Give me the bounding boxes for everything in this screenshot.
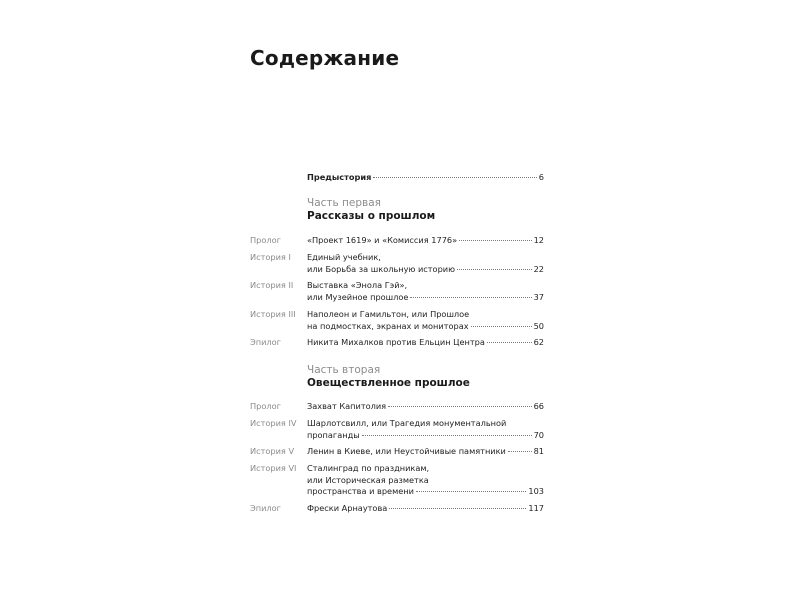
entry-label: Эпилог bbox=[250, 337, 281, 347]
entry-text: Предыстория bbox=[307, 172, 372, 182]
entry-label: Пролог bbox=[250, 401, 281, 411]
part-label: Часть первая bbox=[307, 197, 381, 209]
dot-leader bbox=[471, 326, 532, 327]
entry-page: 117 bbox=[528, 503, 544, 513]
entry-text: пропаганды bbox=[307, 429, 360, 440]
entry-text: Никита Михалков против Ельцин Центра bbox=[307, 337, 485, 347]
entry-text: Ленин в Киеве, или Неустойчивые памятники bbox=[307, 446, 506, 456]
entry-text: пространства и времени bbox=[307, 486, 414, 496]
dot-leader bbox=[508, 451, 532, 452]
entry-label: История I bbox=[250, 252, 291, 262]
part-title: Овеществленное прошлое bbox=[307, 377, 470, 389]
entry-text-line: Шарлотсвилл, или Трагедия монументальной bbox=[307, 418, 507, 428]
entry-label: История III bbox=[250, 309, 296, 319]
entry-text-line: Выставка «Энола Гэй», bbox=[307, 280, 408, 290]
dot-leader bbox=[457, 269, 532, 270]
dot-leader bbox=[416, 491, 526, 492]
entry-text: или Музейное прошлое bbox=[307, 291, 409, 302]
entry-page: 70 bbox=[533, 429, 544, 440]
entry-page: 22 bbox=[533, 263, 544, 274]
entry-text: Захват Капитолия bbox=[307, 401, 387, 411]
dot-leader bbox=[487, 342, 532, 343]
entry-text-line: Сталинград по праздникам, bbox=[307, 463, 430, 473]
entry-text: на подмостках, экранах и мониторах bbox=[307, 320, 469, 331]
dot-leader bbox=[388, 406, 531, 407]
entry-page: 50 bbox=[533, 320, 544, 331]
entry-label: Эпилог bbox=[250, 503, 281, 513]
part-title: Рассказы о прошлом bbox=[307, 210, 436, 222]
entry-page: 103 bbox=[528, 486, 544, 496]
dot-leader bbox=[410, 297, 531, 298]
entry-text-line: Единый учебник, bbox=[307, 252, 381, 262]
entry-text: Фрески Арнаутова bbox=[307, 503, 388, 513]
entry-label: История V bbox=[250, 446, 295, 456]
entry-label: История II bbox=[250, 280, 294, 290]
entry-page: 37 bbox=[533, 291, 544, 302]
entry-text-line: или Историческая разметка bbox=[307, 474, 429, 485]
entry-label: История VI bbox=[250, 463, 297, 473]
dot-leader bbox=[373, 177, 536, 178]
entry-text: или Борьба за школьную историю bbox=[307, 263, 455, 274]
entry-text: «Проект 1619» и «Комиссия 1776» bbox=[307, 235, 458, 245]
entry-page: 81 bbox=[533, 446, 544, 456]
entry-text-line: Наполеон и Гамильтон, или Прошлое bbox=[307, 309, 470, 319]
entry-page: 6 bbox=[538, 172, 544, 182]
part-label: Часть вторая bbox=[307, 364, 381, 376]
page-title: Содержание bbox=[250, 46, 400, 70]
entry-page: 66 bbox=[533, 401, 544, 411]
entry-label: Пролог bbox=[250, 235, 281, 245]
part-one-heading bbox=[307, 197, 547, 223]
part-two-heading bbox=[307, 364, 547, 390]
dot-leader bbox=[362, 435, 532, 436]
entry-page: 12 bbox=[533, 235, 544, 245]
entry-page: 62 bbox=[533, 337, 544, 347]
dot-leader bbox=[459, 240, 531, 241]
entry-label: История IV bbox=[250, 418, 297, 428]
dot-leader bbox=[389, 508, 526, 509]
